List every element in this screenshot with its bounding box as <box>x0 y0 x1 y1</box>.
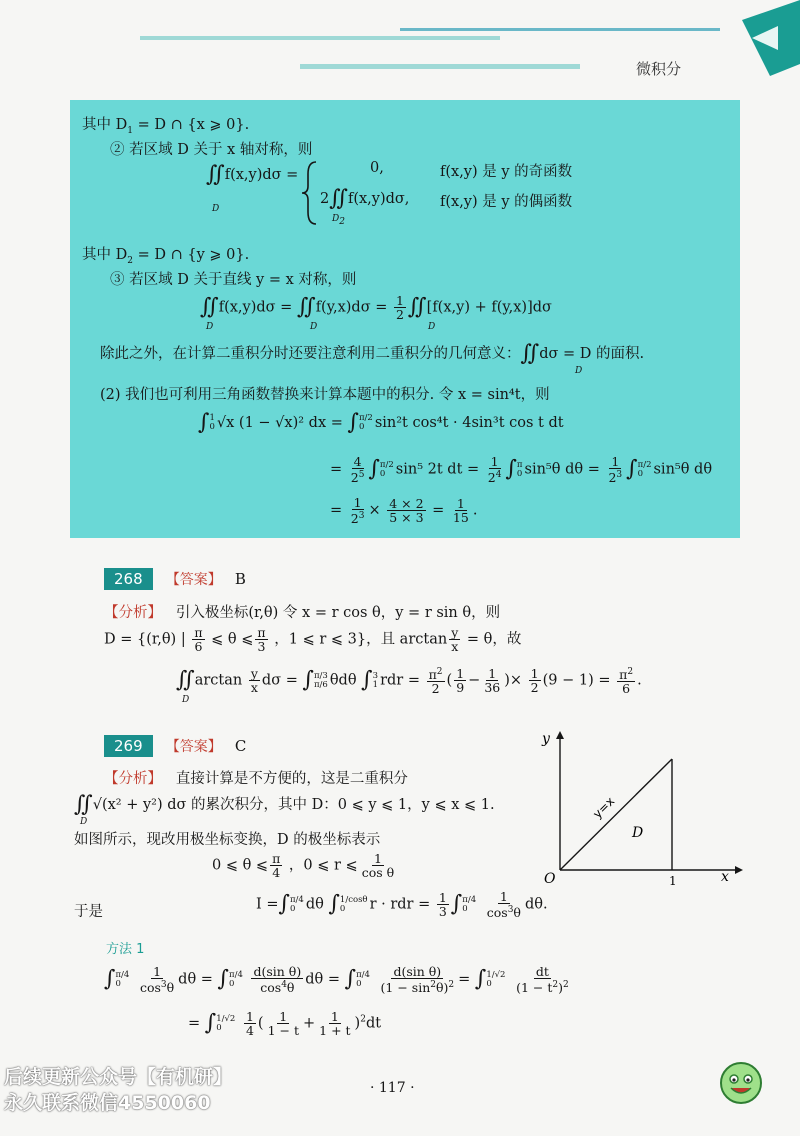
question-268: 268 【答案】 B <box>104 568 744 590</box>
box-line-1: 其中 $D_1 = D$ ∩ {x ⩾ 0}. <box>82 117 250 136</box>
tick-label-one: 1 <box>669 874 677 888</box>
question-number: 269 <box>104 735 153 757</box>
x-axis-label: x <box>721 869 729 885</box>
method-1-line-1: ∫ π/4 0 $\frac{1}{\cos^3\theta}$ dθ = ∫ π/4 0 $\frac{\text{d(sin θ)}}{\cos^4\theta}$ dθ = ∫ π/4 0 $\frac{\text{d(sin θ)}}{(1 - \sin^2\theta)^2}$ = ∫ 1/√2 0 $\frac{dt}{(1 - t^2)^2}$ <box>104 964 569 996</box>
q268-analysis-line-1: 【分析】 引入极坐标(r,θ) 令 x = r cos θ，y = r sin θ，则 <box>104 605 501 621</box>
integral-line-3: = $\frac{1}{2^3}$ × $\frac{4 \times 2}{5 \times 3}$ = $\frac{1}{15}$ . <box>330 495 478 527</box>
q269-analysis-line-3: 如图所示，现改用极坐标变换，D 的极坐标表示 <box>74 832 381 848</box>
line-label: y=x <box>590 794 618 822</box>
q269-analysis-line-1: 【分析】 直接计算是不方便的，这是二重积分 <box>104 771 408 787</box>
region-label: D <box>632 825 644 841</box>
question-number: 268 <box>104 568 153 590</box>
integral-line-2: = $\frac{4}{2^5}$ ∫ π/2 0 sin⁵ 2t dt = $\frac{1}{2^4}$ ∫ π 0 sin⁵θ dθ = $\frac{1}{2^3}$ ∫ π/2 0 sin⁵θ dθ <box>330 454 713 486</box>
box-line-6: (2) 我们也可利用三角函数替换来计算本题中的积分. 令 x = sin⁴t，则 <box>100 387 550 403</box>
brace <box>300 160 320 226</box>
box-line-4: ③ 若区域 D 关于直线 y = x 对称，则 <box>110 272 357 288</box>
symmetry-formula: ∬f(x,y)dσ = ∬f(y,x)dσ = $\frac{1}{2}$ ∬[f(x,y) + f(y,x)]dσ <box>200 293 552 322</box>
y-axis-label: y <box>542 731 550 747</box>
q269-analysis-formula: I =∫ π/4 0 dθ ∫ 1/cosθ 0 r · rdr = $\frac{1}{3}$ ∫ π/4 0 $\frac{1}{\cos^3\theta}$ dθ. <box>256 889 548 921</box>
region-diagram <box>530 725 750 890</box>
integral-line-1: ∫ 1 0 √x (1 − √x)² dx = ∫ π/2 0 sin²t cos⁴t · 4sin³t cos t dt <box>198 410 564 435</box>
method-1-line-2: = ∫ 1/√2 0 $\frac{1}{4}$ ( $\frac{1}{1 - t}$ + $\frac{1}{1 + t}$ )$^2$dt <box>188 1009 382 1038</box>
smiley-icon <box>718 1060 764 1106</box>
box-line-2: ② 若区域 D 关于 x 轴对称，则 <box>110 142 313 158</box>
header-decoration <box>0 0 800 100</box>
q269-analysis-line-2: ∬√(x² + y²) dσ 的累次积分，其中 D：0 ⩽ y ⩽ 1，y ⩽ x ⩽ 1. <box>74 792 495 817</box>
method-label: 方法 1 <box>106 942 145 957</box>
page-number: · 117 · <box>370 1080 415 1096</box>
origin-label: O <box>544 871 556 887</box>
box-line-3: 其中 $D_2 = D$ ∩ {y ⩾ 0}. <box>82 247 250 266</box>
q268-analysis-line-2: D = {(r,θ) | $\frac{\pi}{6}$ ⩽ θ ⩽ $\frac{\pi}{3}$ ，1 ⩽ r ⩽ 3}，且 arctan $\frac{y}{x}$ = θ，故 <box>104 625 522 654</box>
q268-analysis-line-3: ∬arctan $\frac{y}{x}$ dσ = ∫ π/3 π/6 θdθ ∫ 3 1 rdr = $\frac{\pi^2}{2}$ ( $\frac{1}{9}$ − $\frac{1}{36}$ )× $\frac{1}{2}$ (9 − 1) = $\frac{\pi^2}{6}$ . <box>176 666 642 697</box>
piecewise-formula: ∬f(x,y)dσ = <box>206 162 299 187</box>
q269-analysis-line-4: 0 ⩽ θ ⩽ $\frac{\pi}{4}$ ，0 ⩽ r ⩽ $\frac{1}{\text{cos θ}}$ <box>212 851 395 880</box>
box-line-5: 除此之外，在计算二重积分时还要注意利用二重积分的几何意义：∬dσ = D 的面积. <box>100 341 645 366</box>
section-title: 微积分 <box>636 60 682 78</box>
q269-analysis-line-5: 于是 <box>74 904 103 920</box>
question-269: 269 【答案】 C <box>104 735 504 757</box>
watermark: 后续更新公众号【有机研】 永久联系微信4550060 <box>4 1066 233 1114</box>
